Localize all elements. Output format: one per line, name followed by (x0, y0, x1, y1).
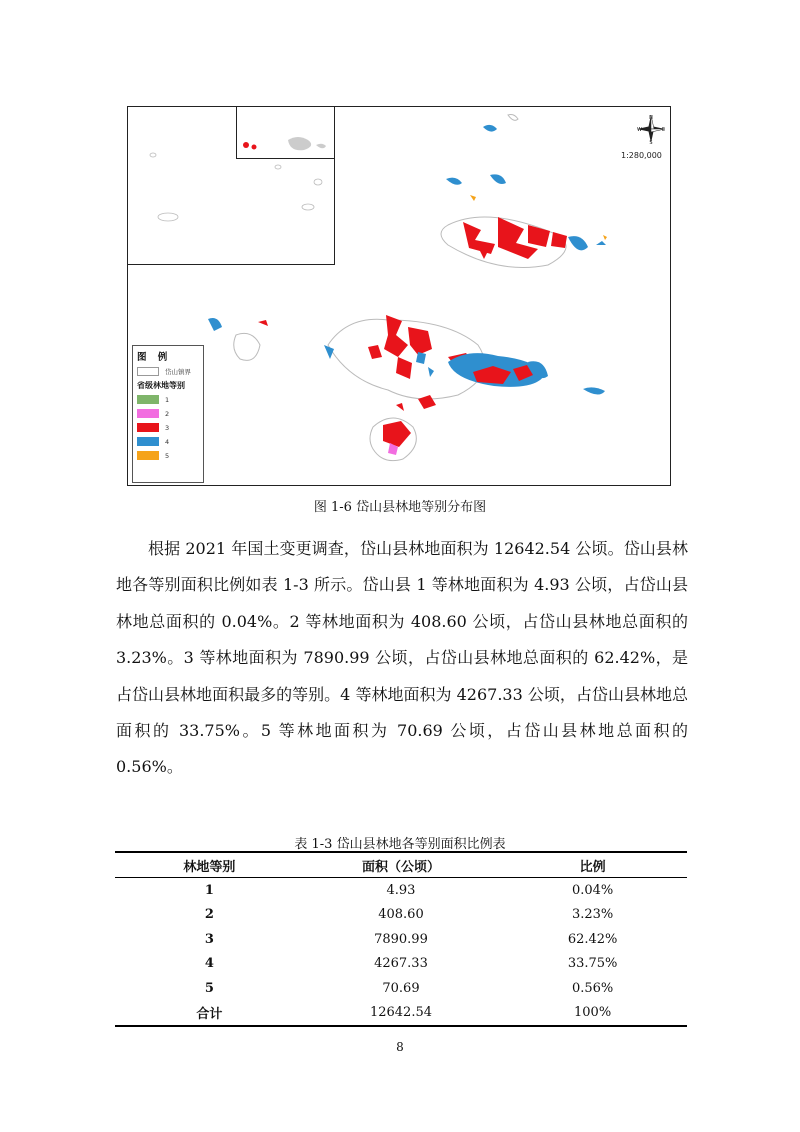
figure-caption: 图 1-6 岱山县林地等别分布图 (313, 500, 487, 515)
cell-area: 70.69 (382, 980, 420, 996)
legend-item (137, 408, 199, 419)
legend-swatch (137, 451, 159, 460)
map-scale: 1:280,000 (621, 151, 662, 160)
map-legend (132, 345, 204, 483)
cell-grade: 2 (204, 907, 214, 923)
header-ratio: 比例 (498, 852, 687, 878)
legend-boundary-label: 岱山镇界 (165, 368, 191, 376)
legend-item (137, 422, 199, 433)
legend-swatch (137, 423, 159, 432)
legend-item-label: 5 (165, 451, 170, 460)
boundary-swatch (137, 367, 159, 376)
cell-area: 4267.33 (374, 956, 428, 972)
legend-item (137, 436, 199, 447)
cell-area: 7890.99 (374, 931, 428, 947)
legend-item-label: 4 (165, 437, 170, 446)
cell-grade: 4 (204, 956, 214, 972)
cell-ratio: 0.56% (571, 980, 614, 996)
legend-title: 图 例 (137, 352, 172, 363)
header-grade: 林地等别 (115, 852, 304, 878)
grade-area-table (115, 851, 687, 1027)
cell-ratio: 0.04% (571, 882, 614, 898)
cell-total-area: 12642.54 (304, 1001, 498, 1027)
south-island (370, 403, 416, 461)
compass-w: W (637, 127, 642, 133)
cell-total-label: 合计 (115, 1001, 304, 1027)
inset-map-subbox (236, 107, 335, 159)
legend-grade-heading: 省级林地等别 (137, 381, 185, 390)
ne-islands (441, 115, 607, 268)
table-row (115, 976, 687, 1001)
table-total-row (115, 1001, 687, 1027)
cell-area: 408.60 (378, 907, 424, 923)
main-island (208, 315, 605, 409)
cell-grade: 1 (204, 882, 214, 898)
cell-total-ratio: 100% (498, 1001, 687, 1027)
cell-area: 4.93 (386, 882, 416, 898)
compass-e: E (661, 127, 665, 133)
cell-ratio: 62.42% (567, 931, 618, 947)
legend-item-label: 2 (165, 409, 170, 418)
compass-icon (635, 113, 667, 145)
inset-map-box (128, 107, 335, 265)
legend-item-label: 3 (165, 423, 170, 432)
legend-swatch (137, 437, 159, 446)
table-caption: 表 1-3 岱山县林地各等别面积比例表 (294, 837, 506, 852)
table-row (115, 878, 687, 903)
cell-grade: 5 (204, 980, 214, 996)
compass-s: S (649, 140, 653, 145)
legend-item (137, 450, 199, 461)
legend-item (137, 394, 199, 405)
header-area: 面积（公顷） (304, 852, 498, 878)
cell-grade: 3 (204, 931, 214, 947)
table-header-row (115, 852, 687, 878)
table-row (115, 952, 687, 977)
forest-grade-map (127, 106, 671, 486)
compass-n: N (649, 115, 653, 121)
legend-swatch (137, 395, 159, 404)
page-number: 8 (396, 1040, 404, 1054)
table-row (115, 903, 687, 928)
legend-swatch (137, 409, 159, 418)
legend-boundary-row (137, 366, 199, 377)
table-row (115, 927, 687, 952)
cell-ratio: 3.23% (571, 907, 614, 923)
cell-ratio: 33.75% (567, 956, 618, 972)
legend-item-label: 1 (165, 395, 170, 404)
body-paragraph: 根据 2021 年国土变更调查，岱山县林地面积为 12642.54 公顷。岱山县林地各等别面积比例如表 1-3 所示。岱山县 1 等林地面积为 4.93 公顷，占岱山县林地总面积的 0.04%。2 等林地面积为 408.60 公顷，占岱山县林地总面积的 3.23%。3 等林地面积为 7890.99 公顷，占岱山县林地总面积的 62.42%，是占岱山县林地面积最多的等别。4 等林地面积为 4267.33 公顷，占岱山县林地总面积的 33.75%。5 等林地面积为 70.69 公顷，占岱山县林地总面积的 0.56%。 (116, 539, 688, 777)
